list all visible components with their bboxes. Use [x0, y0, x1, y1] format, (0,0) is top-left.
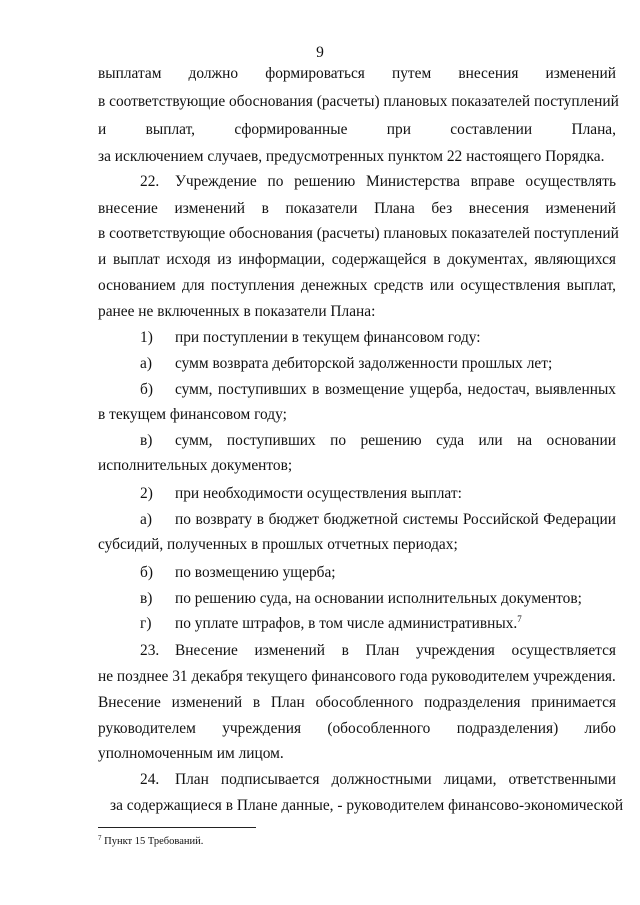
list-marker: 1): [140, 329, 153, 346]
list-marker: в): [140, 432, 153, 449]
text-line: Внесение изменений в План обособленного подразделения принимается: [98, 694, 616, 711]
text-line: за исключением случаев, предусмотренных пунктом 22 настоящего Порядка.: [98, 148, 605, 165]
text-line: в соответствующие обоснования (расчеты) плановых показателей поступлений: [98, 225, 619, 242]
footnote-reference: 7: [517, 614, 522, 624]
list-marker: 2): [140, 485, 153, 502]
list-item-text: по возмещению ущерба;: [175, 564, 336, 581]
text-line: и выплат исходя из информации, содержащейся в документах, являющихся: [98, 251, 616, 268]
text-line: ранее не включенных в показатели Плана:: [98, 303, 376, 320]
list-marker: а): [140, 511, 152, 528]
text-line: выплатам должно формироваться путем внесения изменений: [98, 65, 616, 82]
list-item-text: при необходимости осуществления выплат:: [175, 485, 462, 502]
list-item-text: по возврату в бюджет бюджетной системы Российской Федерации: [175, 511, 616, 528]
text-line: Внесение изменений в План учреждения осуществляется: [175, 642, 616, 659]
page-number: 9: [316, 44, 324, 61]
text-line: не позднее 31 декабря текущего финансового года руководителем учреждения.: [98, 668, 616, 685]
text-line: и выплат, сформированные при составлении Плана,: [98, 121, 616, 138]
list-item-text: по решению суда, на основании исполнительных документов;: [175, 590, 582, 607]
list-marker: б): [140, 564, 153, 581]
text-line: уполномоченным им лицом.: [98, 745, 284, 762]
text-line: основанием для поступления денежных средств или осуществления выплат,: [98, 277, 616, 294]
text-line: в текущем финансовом году;: [98, 406, 287, 423]
text-line: План подписывается должностными лицами, ответственными: [175, 771, 616, 788]
list-item-text: сумм возврата дебиторской задолженности прошлых лет;: [175, 355, 553, 372]
list-item-text-content: по уплате штрафов, в том числе административных.: [175, 615, 518, 632]
list-item-text: сумм, поступивших в возмещение ущерба, недостач, выявленных: [175, 381, 616, 398]
list-item-text: [175, 614, 616, 634]
list-marker: в): [140, 590, 153, 607]
footnote: [98, 836, 203, 847]
list-item-text: при поступлении в текущем финансовом году:: [175, 329, 481, 346]
list-marker: а): [140, 355, 152, 372]
footnote-mark: 7: [98, 834, 102, 842]
text-line: внесение изменений в показатели Плана без внесения изменений: [98, 200, 616, 217]
list-marker: г): [140, 615, 152, 632]
footnote-text: Пункт 15 Требований.: [104, 836, 204, 847]
text-line: Учреждение по решению Министерства вправе осуществлять: [175, 173, 616, 190]
text-line: руководителем учреждения (обособленного подразделения) либо: [98, 720, 616, 737]
text-line: исполнительных документов;: [98, 457, 293, 474]
footnote-separator: [98, 827, 256, 828]
text-line: в соответствующие обоснования (расчеты) плановых показателей поступлений: [98, 93, 619, 110]
text-line: субсидий, полученных в прошлых отчетных периодах;: [98, 536, 458, 553]
list-marker: б): [140, 381, 153, 398]
paragraph-number: 22.: [140, 173, 160, 190]
paragraph-number: 23.: [140, 642, 160, 659]
paragraph-number: 24.: [140, 771, 160, 788]
list-item-text: сумм, поступивших по решению суда или на основании: [175, 432, 616, 449]
text-line: за содержащиеся в Плане данные, - руководителем финансово-экономической: [110, 797, 624, 814]
